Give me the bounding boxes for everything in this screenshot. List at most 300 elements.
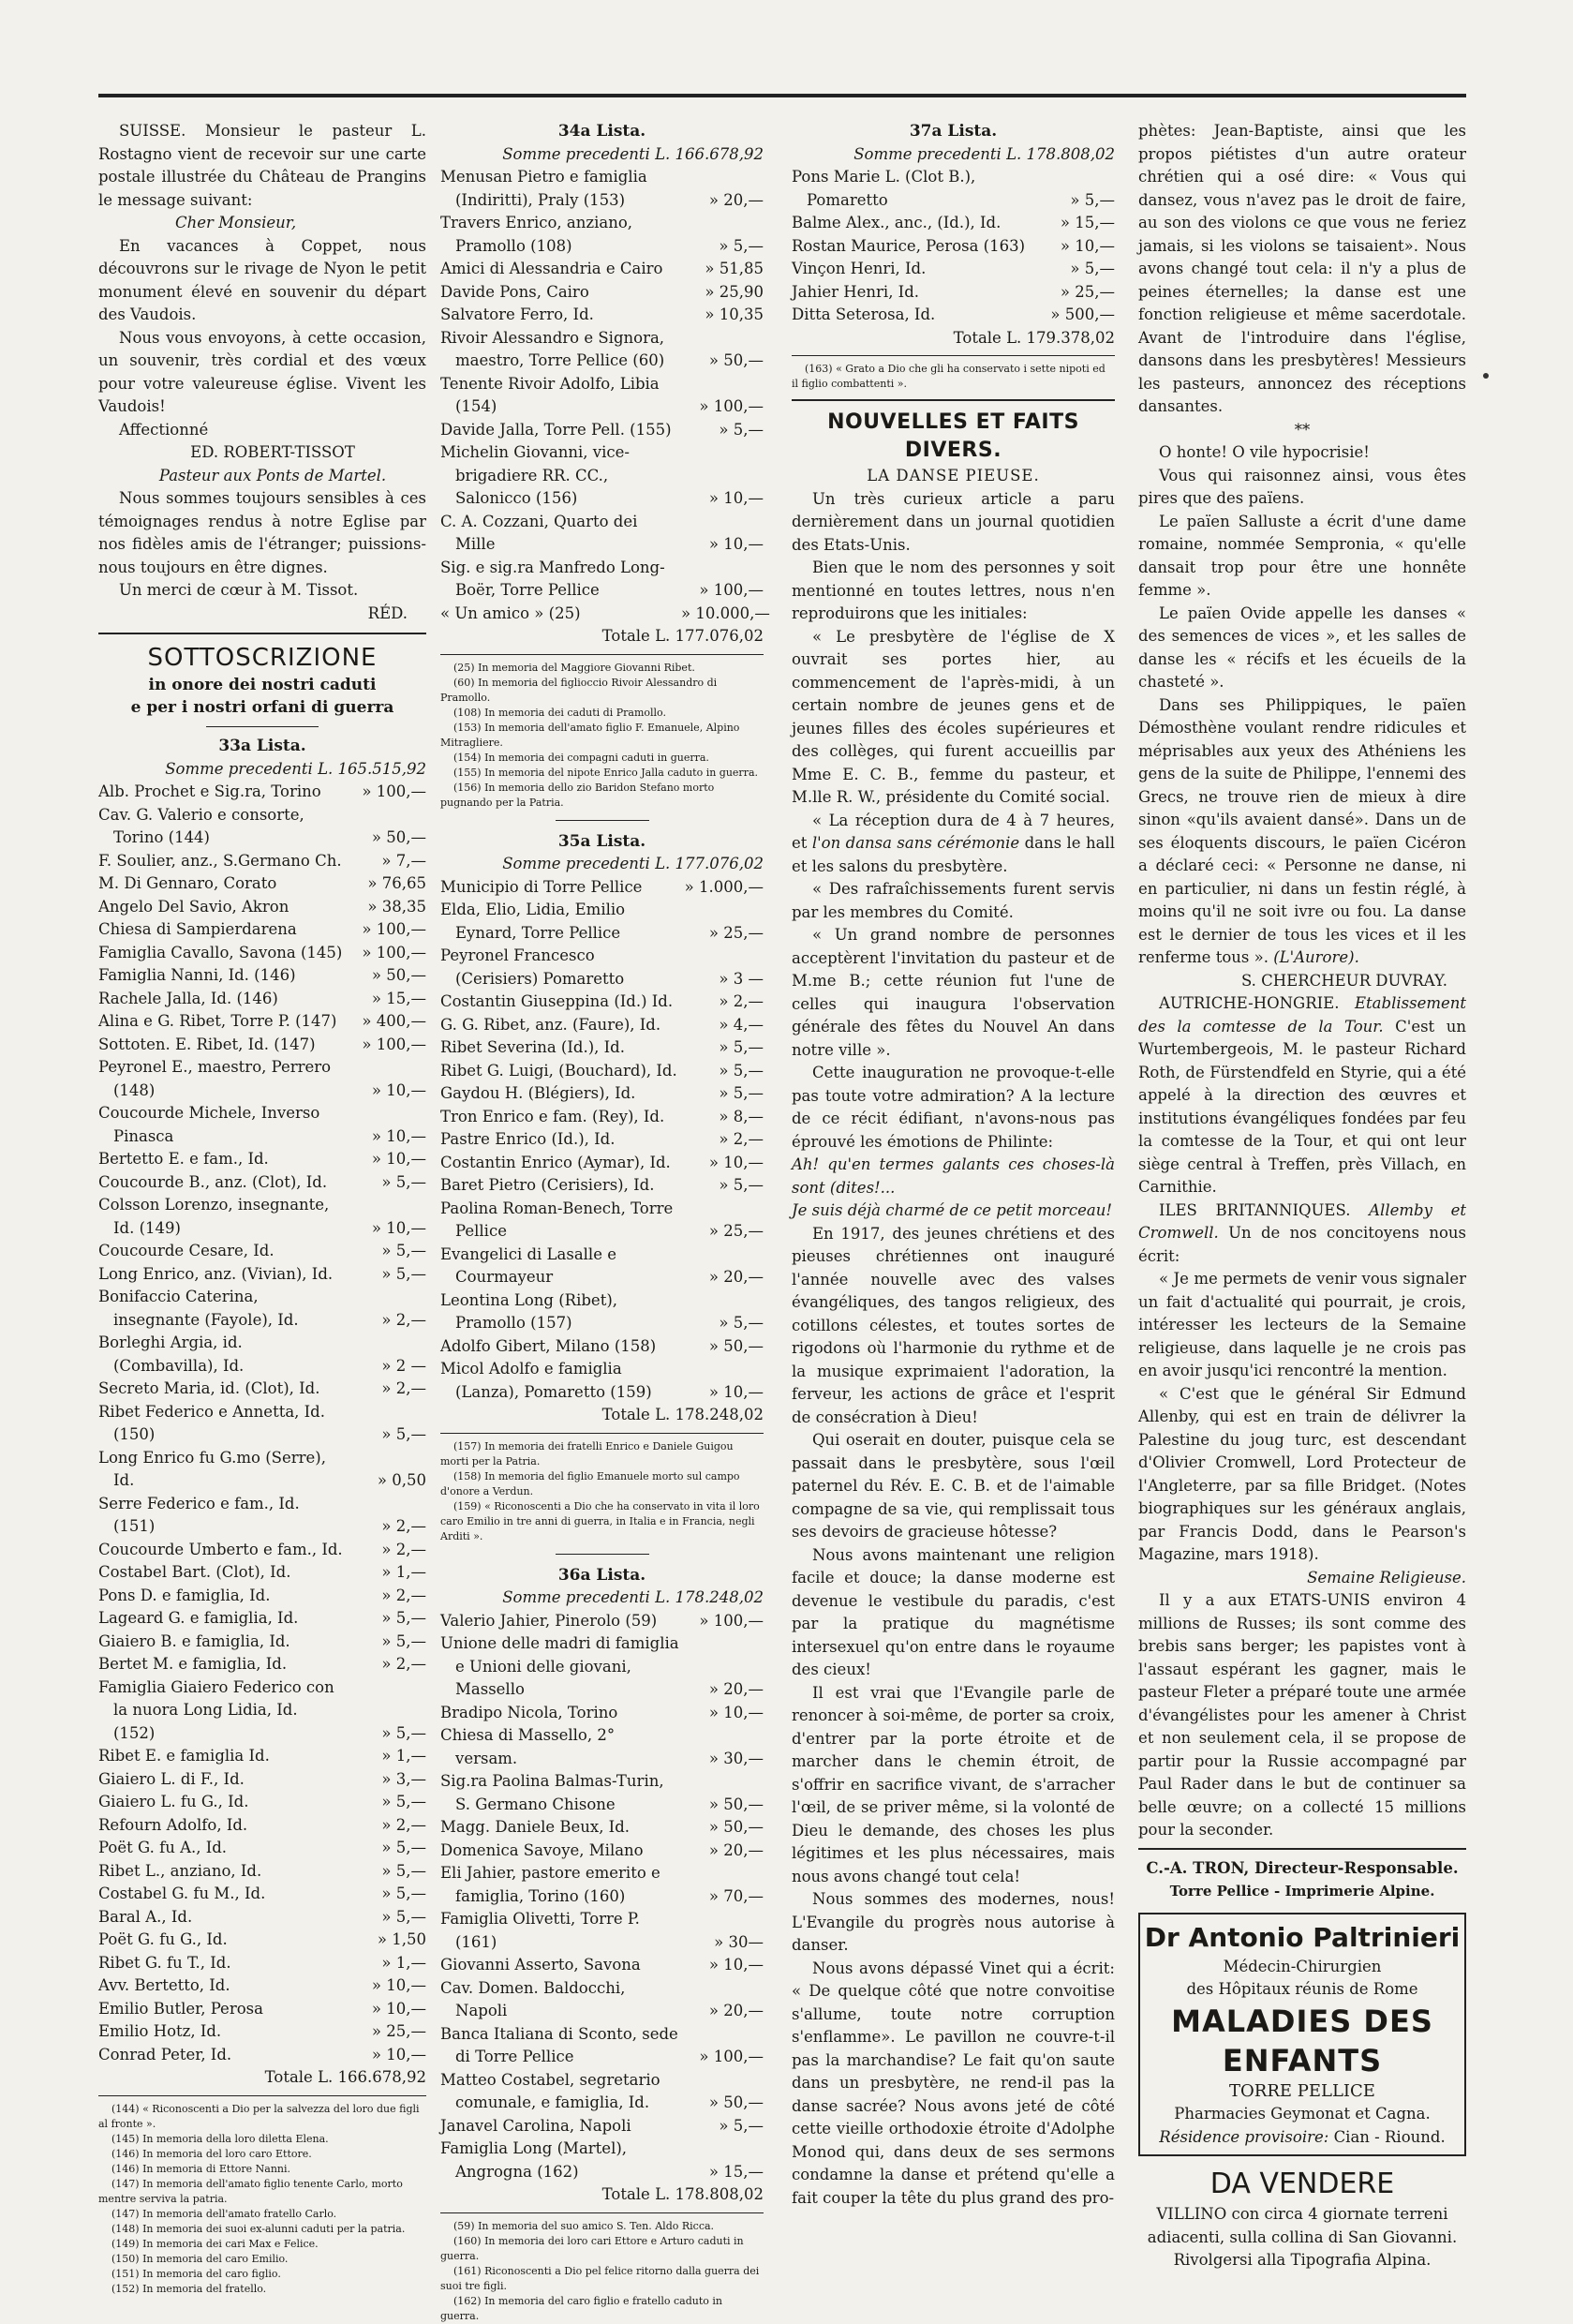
donation-amount: » 25,— xyxy=(708,1222,764,1240)
list-item xyxy=(792,235,1115,259)
footnote: (147) In memoria dell'amato figlio tenente Carlo, morto mentre serviva la patria. xyxy=(98,2177,403,2205)
donor-name: Giaiero B. e famiglia, Id. xyxy=(98,1631,290,1650)
stars-separator: ** xyxy=(1294,420,1311,439)
list-item xyxy=(98,1263,426,1287)
nouvelles-p12: Nous sommes des modernes, nous! L'Evangile du progrès nous autorise à danser. xyxy=(792,1890,1115,1954)
list-item xyxy=(440,899,764,945)
col4-p2: O honte! O vile hypocrisie! xyxy=(1159,443,1370,461)
donor-name: Sig.ra Paolina Balmas-Turin, S. Germano Chisone xyxy=(440,1772,664,1813)
donor-name: Ribet G. Luigi, (Bouchard), Id. xyxy=(440,1061,677,1080)
donation-amount: » 20,— xyxy=(708,1268,764,1286)
list-item xyxy=(440,1724,764,1770)
donation-amount: » 100,— xyxy=(699,397,764,415)
footnote: (145) In memoria della loro diletta Elena. xyxy=(111,2132,329,2145)
suisse-lead: SUISSE. xyxy=(119,122,186,140)
notes-rule xyxy=(440,2212,764,2213)
footnote: (108) In memoria dei caduti di Pramollo. xyxy=(453,706,666,719)
donor-name: Giaiero L. fu G., Id. xyxy=(98,1793,249,1810)
list-item xyxy=(98,1034,426,1057)
donor-name: Gaydou H. (Blégiers), Id. xyxy=(440,1084,636,1102)
donation-amount: » 15,— xyxy=(371,989,426,1007)
donor-name: Valerio Jahier, Pinerolo (59) xyxy=(440,1611,658,1630)
donation-amount: » 5,— xyxy=(381,1172,426,1191)
donation-amount: » 8,— xyxy=(719,1107,764,1125)
footnote: (25) In memoria del Maggiore Giovanni Ribet. xyxy=(453,661,695,674)
footnote: (152) In memoria del fratello. xyxy=(111,2282,267,2295)
donation-amount: » 50,— xyxy=(708,1336,764,1355)
donor-name: Elda, Elio, Lidia, Emilio Eynard, Torre Pellice xyxy=(440,901,626,942)
nouvelles-subtitle: LA DANSE PIEUSE. xyxy=(867,467,1040,484)
list-item xyxy=(792,258,1115,281)
list-item xyxy=(440,304,764,327)
donor-name: Chiesa di Massello, 2° versam. xyxy=(440,1726,616,1767)
donation-amount: » 400,— xyxy=(362,1012,426,1030)
list-item xyxy=(98,988,426,1011)
donor-name: Alb. Prochet e Sig.ra, Torino xyxy=(98,782,321,800)
donation-amount: » 20,— xyxy=(708,2002,764,2019)
donor-name: Costabel Bart. (Clot), Id. xyxy=(98,1563,291,1581)
notes-rule xyxy=(440,1433,764,1434)
list-item xyxy=(98,1837,426,1860)
donor-name: Bonifaccio Caterina, insegnante (Fayole), Id. xyxy=(98,1288,299,1329)
list-item xyxy=(98,1447,426,1493)
donation-amount: » 5,— xyxy=(381,1907,426,1926)
list-item xyxy=(98,1148,426,1171)
donation-amount: » 4,— xyxy=(719,1015,764,1034)
footnote: (154) In memoria dei compagni caduti in guerra. xyxy=(453,751,709,764)
list-item xyxy=(440,1014,764,1037)
donation-amount: » 1.000,— xyxy=(684,877,764,896)
footnote: (59) In memoria del suo amico S. Ten. Aldo Ricca. xyxy=(453,2219,715,2232)
list-item xyxy=(440,1335,764,1359)
list-item xyxy=(440,2069,764,2115)
suisse-red: RÉD. xyxy=(367,603,408,622)
footnote: (158) In memoria del figlio Emanuele morto sul campo d'onore a Verdun. xyxy=(440,1469,740,1497)
list-item xyxy=(440,1244,764,1289)
list-item xyxy=(98,1745,426,1768)
iles-italic: Allemby et Cromwell. xyxy=(1138,1200,1466,1242)
col4-signature: S. CHERCHEUR DUVRAY. xyxy=(1240,971,1447,990)
col4-p5: Le païen Ovide appelle les danses « des semences de vices », et les salles de danse les « récifs et les écueils de la chasteté ». xyxy=(1138,603,1466,691)
donor-name: Banca Italiana di Sconto, sede di Torre Pellice xyxy=(440,2024,678,2065)
list-item xyxy=(98,1676,426,1746)
donation-amount: » 2,— xyxy=(719,1130,764,1148)
lista-33-rows xyxy=(98,781,426,2066)
donation-amount: » 25,— xyxy=(708,923,764,942)
list-item xyxy=(440,1060,764,1083)
donation-amount: » 10,— xyxy=(371,1999,426,2018)
list-item xyxy=(440,1770,764,1816)
donation-amount: » 2 — xyxy=(381,1356,426,1375)
donation-amount: » 5,— xyxy=(1070,260,1115,277)
list-item xyxy=(440,557,764,603)
list-item xyxy=(98,1561,426,1585)
donor-name: Bertetto E. e fam., Id. xyxy=(98,1150,269,1168)
donation-amount: » 30,— xyxy=(708,1749,764,1767)
list-item xyxy=(440,373,764,419)
lista-33-total: Totale L. 166.678,92 xyxy=(264,2068,426,2086)
donor-name: Famiglia Olivetti, Torre P. (161) xyxy=(440,1910,640,1951)
list-item xyxy=(98,896,426,919)
short-rule xyxy=(206,726,319,727)
list-item xyxy=(440,1082,764,1106)
list-item xyxy=(98,2044,426,2067)
nouvelles-title: NOUVELLES ET FAITS DIVERS. xyxy=(827,410,1079,462)
nouvelles-p9: Qui oserait en douter, puisque cela se passait dans le presbytère, sous l'œil paternel du Rév. E. C. B. et de l'aimable compagne de sa vie, qui remplissait tous ses devoirs de gracieuse hôtesse? xyxy=(792,1431,1115,1541)
donation-amount: » 10,— xyxy=(708,1153,764,1171)
list-item xyxy=(440,1908,764,1954)
nouvelles-p6: « Un grand nombre de personnes acceptèrent l'invitation du pasteur et de M.me B.; cette réunion fut l'une de celles qui inaugura l'observation générale des fêtes du Nouvel An dans notre ville ». xyxy=(792,926,1115,1059)
col4-p4: Le païen Salluste a écrit d'une dame romaine, nommée Sempronia, « qu'elle dansait trop pour être une honnête femme ». xyxy=(1138,512,1466,599)
list-item xyxy=(98,1974,426,1998)
donation-amount: » 5,— xyxy=(719,1061,764,1080)
donor-name: Coucourde Michele, Inverso Pinasca xyxy=(98,1104,320,1145)
list-item xyxy=(440,1198,764,1244)
donor-name: Coucourde Cesare, Id. xyxy=(98,1242,275,1259)
donation-amount: » 15,— xyxy=(1060,214,1115,231)
list-item xyxy=(98,1585,426,1608)
list-item xyxy=(440,1840,764,1863)
donation-amount: » 2,— xyxy=(381,1379,426,1397)
donor-name: Peyronel E., maestro, Perrero (148) xyxy=(98,1058,332,1099)
list-item xyxy=(98,1240,426,1263)
donor-name: Rachele Jalla, Id. (146) xyxy=(98,989,278,1007)
donation-amount: » 10,— xyxy=(708,1956,764,1974)
nouvelles-p5: « Des rafraîchissements furent servis par les membres du Comité. xyxy=(792,880,1115,921)
donation-amount: » 5,— xyxy=(381,1723,426,1742)
donor-name: Tron Enrico e fam. (Rey), Id. xyxy=(440,1107,665,1125)
lista-35-rows xyxy=(440,876,764,1405)
donor-name: Angelo Del Savio, Akron xyxy=(98,897,289,916)
donor-name: Davide Pons, Cairo xyxy=(440,282,589,301)
list-item xyxy=(98,1860,426,1884)
donor-name: Domenica Savoye, Milano xyxy=(440,1840,644,1859)
donor-name: Ribet E. e famiglia Id. xyxy=(98,1747,270,1765)
list-item xyxy=(440,1862,764,1908)
nouvelles-p11: Il est vrai que l'Evangile parle de renoncer à soi-même, de porter sa croix, d'entrer par la porte étroite et de marcher dans le chemin étroit, de s'offrir en sacrifice vivant, de s'arracher l'œil, de se priver même, si la volonté de Dieu le demande, des choses les plus légitimes et les plus nécessaires, mais nous avons changé tout cela! xyxy=(792,1683,1115,1885)
donor-name: F. Soulier, anz., S.Germano Ch. xyxy=(98,851,342,870)
col4-p7: « Je me permets de venir vous signaler un fait d'actualité qui pourrait, je crois, intéresser les lecteurs de la Semaine religieuse, dans laquelle je ne crois pas en avoir jusqu'ici rencontré la mention. xyxy=(1138,1270,1466,1379)
iles-paragraph xyxy=(1138,1199,1466,1269)
donor-name: Chiesa di Sampierdarena xyxy=(98,920,297,938)
donor-name: Baral A., Id. xyxy=(98,1907,193,1926)
list-item xyxy=(440,945,764,991)
suisse-signature: ED. ROBERT-TISSOT xyxy=(190,443,355,461)
lista-37-rows xyxy=(792,166,1115,327)
list-item xyxy=(440,2023,764,2069)
ad-da-vendere xyxy=(1138,2166,1466,2272)
list-item xyxy=(440,2115,764,2138)
donor-name: Secreto Maria, id. (Clot), Id. xyxy=(98,1379,320,1397)
ad-doctor-town: TORRE PELLICE xyxy=(1229,2080,1375,2101)
ad-paltrinieri xyxy=(1138,1913,1466,2157)
list-item xyxy=(440,1106,764,1129)
imprint-printer: Torre Pellice - Imprimerie Alpine. xyxy=(1169,1883,1435,1899)
donor-name: Rivoir Alessandro e Signora, maestro, Torre Pellice (60) xyxy=(440,328,665,369)
donation-amount: » 5,— xyxy=(381,1242,426,1259)
donation-amount: » 5,— xyxy=(719,1084,764,1102)
suisse-closing: Affectionné xyxy=(119,420,209,439)
list-item xyxy=(98,1539,426,1562)
donation-amount: » 10,— xyxy=(708,1703,764,1721)
donation-amount: » 10,— xyxy=(708,489,764,507)
nouvelles-p7: Cette inauguration ne provoque-t-elle pas toute votre admiration? A la lecture de ce récit édifiant, n'avons-nous pas éprouvé les émotions de Philinte: xyxy=(792,1064,1115,1151)
donor-name: Peyronel Francesco (Cerisiers) Pomaretto xyxy=(440,946,625,988)
ad-doctor-specialty: MALADIES DES ENFANTS xyxy=(1171,2003,1433,2078)
column-4 xyxy=(1138,120,1466,2269)
donor-name: Matteo Costabel, segretario comunale, e famiglia, Id. xyxy=(440,2070,660,2111)
ad-doctor-residence-label: Résidence provisoire: xyxy=(1159,2127,1329,2146)
footnote: (156) In memoria dello zio Baridon Stefano morto pugnando per la Patria. xyxy=(440,781,715,809)
donation-amount: » 5,— xyxy=(381,1609,426,1627)
ad-sale-title: DA VENDERE xyxy=(1209,2168,1395,2200)
list-item xyxy=(98,1929,426,1952)
lista-35-total: Totale L. 178.248,02 xyxy=(601,1406,764,1423)
donation-amount: » 10,— xyxy=(371,2045,426,2063)
list-item xyxy=(98,1171,426,1195)
imprint-director: C.-A. TRON, Directeur-Responsable. xyxy=(1146,1858,1459,1877)
footnote: (146) In memoria del loro caro Ettore. xyxy=(111,2147,312,2160)
list-item xyxy=(98,1814,426,1838)
donor-name: Rostan Maurice, Perosa (163) xyxy=(792,236,1026,255)
list-item xyxy=(440,1702,764,1725)
donation-amount: » 5,— xyxy=(719,236,764,255)
list-item xyxy=(98,1401,426,1447)
donor-name: « Un amico » (25) xyxy=(440,603,581,622)
donor-name: Salvatore Ferro, Id. xyxy=(440,305,594,323)
donor-name: Colsson Lorenzo, insegnante, Id. (149) xyxy=(98,1196,330,1237)
lista-34-rows xyxy=(440,166,770,625)
ad-doctor-line-2: des Hôpitaux réunis de Rome xyxy=(1186,1980,1418,1998)
suisse-p2: Nous vous envoyons, à cette occasion, un souvenir, très cordial et des vœux pour votre valeureuse église. Vivent les Vaudois! xyxy=(98,328,426,415)
list-item xyxy=(440,258,764,281)
donation-amount: » 100,— xyxy=(362,943,426,961)
donor-name: Lageard G. e famiglia, Id. xyxy=(98,1609,299,1627)
donor-name: Conrad Peter, Id. xyxy=(98,2045,232,2063)
donor-name: Emilio Hotz, Id. xyxy=(98,2022,222,2040)
footnote: (60) In memoria del figlioccio Rivoir Alessandro di Pramollo. xyxy=(440,676,718,704)
donation-amount: » 10,— xyxy=(708,535,764,553)
list-item xyxy=(98,1952,426,1975)
nouvelles-quote-1: Ah! qu'en termes galants ces choses-là sont (dites!... xyxy=(792,1155,1115,1197)
nouvelles-p8: En 1917, des jeunes chrétiens et des pieuses chrétiennes ont inauguré l'année nouvelle avec des valses évangéliques, des tangos religieux, des cotillons célestes, et toutes sortes de rigodons où l'harmonie du rythme et de la musique exprimaient l'adoration, la ferveur, les actions de grâce et l'esprit de consécration à Dieu! xyxy=(792,1224,1115,1426)
lista-34-notes xyxy=(440,661,764,811)
autriche-paragraph xyxy=(1138,992,1466,1199)
donation-amount: » 0,50 xyxy=(377,1471,426,1489)
list-item xyxy=(440,1977,764,2023)
donation-amount: » 5,— xyxy=(381,1631,426,1650)
lista-36-notes xyxy=(440,2219,764,2324)
suisse-p4: Un merci de cœur à M. Tissot. xyxy=(119,581,359,599)
donor-name: Coucourde B., anz. (Clot), Id. xyxy=(98,1172,328,1191)
footnote: (157) In memoria dei fratelli Enrico e Daniele Guigou morti per la Patria. xyxy=(440,1439,734,1467)
donation-amount: » 51,85 xyxy=(705,260,764,277)
lista-33-title: 33a Lista. xyxy=(218,737,306,755)
donor-name: Menusan Pietro e famiglia (Indiritti), Praly (153) xyxy=(440,168,647,209)
donor-name: Costantin Enrico (Aymar), Id. xyxy=(440,1153,671,1171)
list-item xyxy=(98,1493,426,1539)
donation-amount: » 10,— xyxy=(708,1382,764,1401)
donor-name: Baret Pietro (Cerisiers), Id. xyxy=(440,1176,655,1194)
donor-name: Sig. e sig.ra Manfredo Long-Boër, Torre Pellice xyxy=(440,558,665,599)
ad-doctor-line-1: Médecin-Chirurgien xyxy=(1223,1957,1382,1975)
donor-name: Ribet G. fu T., Id. xyxy=(98,1953,231,1972)
list-item xyxy=(440,1036,764,1060)
donation-amount: » 50,— xyxy=(371,828,426,846)
lista-36-prev: Somme precedenti L. 178.248,02 xyxy=(502,1588,764,1606)
donation-amount: » 100,— xyxy=(699,1611,764,1630)
list-item xyxy=(98,1286,426,1332)
list-item xyxy=(98,872,426,896)
margin-mark xyxy=(1483,373,1489,379)
suisse-p3: Nous sommes toujours sensibles à ces témoignages rendus à notre Eglise par nos fidèles amis de l'étranger; puissions-nous toujours en être dignes. xyxy=(98,489,426,576)
donor-name: Jahier Henri, Id. xyxy=(792,282,920,301)
list-item xyxy=(98,1791,426,1814)
donation-amount: » 38,35 xyxy=(367,897,426,916)
donor-name: Serre Federico e fam., Id. (151) xyxy=(98,1494,300,1535)
donation-amount: » 100,— xyxy=(699,2048,764,2065)
donation-amount: » 5,— xyxy=(381,1839,426,1856)
short-rule xyxy=(556,1554,649,1555)
donor-name: Borleghi Argia, id. (Combavilla), Id. xyxy=(98,1333,245,1375)
list-item xyxy=(440,1128,764,1152)
iles-rest: Un de nos concitoyens nous écrit: xyxy=(1138,1224,1466,1265)
list-item xyxy=(440,2138,764,2183)
donation-amount: » 5,— xyxy=(1070,190,1115,209)
section-rule xyxy=(98,633,426,634)
donor-name: Unione delle madri di famiglia e Unioni delle giovani, Massello xyxy=(440,1634,679,1698)
list-item xyxy=(98,1883,426,1906)
donor-name: Tenente Rivoir Adolfo, Libia (154) xyxy=(440,374,660,415)
donation-amount: » 3,— xyxy=(381,1769,426,1788)
list-item xyxy=(440,1610,764,1633)
donor-name: Evangelici di Lasalle e Courmayeur xyxy=(440,1244,616,1286)
donor-name: Davide Jalla, Torre Pell. (155) xyxy=(440,420,672,439)
list-item xyxy=(440,1632,764,1702)
donor-name: Ribet L., anziano, Id. xyxy=(98,1861,262,1880)
list-item xyxy=(440,991,764,1014)
donor-name: C. A. Cozzani, Quarto dei Mille xyxy=(440,512,638,553)
suisse-salutation: Cher Monsieur, xyxy=(175,214,297,231)
donor-name: Ditta Seterosa, Id. xyxy=(792,305,936,323)
donor-name: Bradipo Nicola, Torino xyxy=(440,1703,618,1721)
donation-amount: » 50,— xyxy=(708,351,764,369)
donation-amount: » 5,— xyxy=(381,1793,426,1810)
donation-amount: » 2,— xyxy=(381,1517,426,1535)
donation-amount: » 5,— xyxy=(381,1264,426,1283)
list-item xyxy=(98,1010,426,1034)
donation-amount: » 2,— xyxy=(381,1815,426,1834)
list-item xyxy=(440,511,764,557)
col4-p6-source: (L'Aurore). xyxy=(1273,948,1359,966)
suisse-signature-title: Pasteur aux Ponts de Martel. xyxy=(158,466,387,484)
top-rule xyxy=(98,94,1466,97)
list-item xyxy=(440,1816,764,1840)
donor-name: Cav. G. Valerio e consorte, Torino (144) xyxy=(98,805,304,846)
donation-amount: » 10,— xyxy=(371,1218,426,1237)
list-item xyxy=(98,2020,426,2044)
donation-amount: » 10,— xyxy=(371,1080,426,1099)
donation-amount: » 1,— xyxy=(381,1747,426,1765)
short-rule xyxy=(556,820,649,821)
donation-amount: » 10,— xyxy=(371,1976,426,1994)
donation-amount: » 30— xyxy=(714,1932,764,1951)
list-item xyxy=(98,1607,426,1631)
list-item xyxy=(98,1653,426,1676)
donation-amount: » 50,— xyxy=(708,2093,764,2111)
list-item xyxy=(98,942,426,965)
lista-35-notes xyxy=(440,1439,764,1544)
donation-amount: » 76,65 xyxy=(367,874,426,892)
donation-amount: » 10,— xyxy=(371,1150,426,1168)
donation-amount: » 3 — xyxy=(719,969,764,988)
donation-amount: » 5,— xyxy=(719,1176,764,1194)
nouvelles-quote-2: Je suis déjà charmé de ce petit morceau! xyxy=(792,1201,1112,1219)
list-item xyxy=(98,781,426,804)
donor-name: Cav. Domen. Baldocchi, Napoli xyxy=(440,1978,626,2019)
ad-sale-text: VILLINO con circa 4 giornate terreni adiacenti, sulla collina di San Giovanni. Rivolgersi alla Tipografia Alpina. xyxy=(1147,2205,1458,2269)
donor-name: Amici di Alessandria e Cairo xyxy=(440,260,663,277)
footnote: (159) « Riconoscenti a Dio che ha conservato in vita il loro caro Emilio in tre anni di guerra, in Italia e in Francia, negli Arditi ». xyxy=(440,1499,760,1542)
nouvelles-p3: « Le presbytère de l'église de X ouvrait ses portes hier, au commencement de l'après-midi, à un certain nombre de jeunes gens et de jeunes filles des écoles supérieures et des collèges, qui furent accueillis par Mme E. C. B., femme du pasteur, et M.lle R. W., présidente du Comité social. xyxy=(792,627,1115,806)
donor-name: Costabel G. fu M., Id. xyxy=(98,1885,266,1902)
donor-name: Paolina Roman-Benech, Torre Pellice xyxy=(440,1199,674,1240)
suisse-intro: Monsieur le pasteur L. Rostagno vient de recevoir sur une carte postale illustrée du Château de Prangins le message suivant: xyxy=(98,122,427,209)
donor-name: Pons D. e famiglia, Id. xyxy=(98,1586,271,1604)
donor-name: Eli Jahier, pastore emerito e famiglia, Torino (160) xyxy=(440,1864,660,1905)
donation-amount: » 20,— xyxy=(708,1840,764,1859)
list-item xyxy=(98,918,426,942)
donation-amount: » 50,— xyxy=(371,966,426,984)
donation-amount: » 10,35 xyxy=(705,305,764,323)
section-rule xyxy=(792,399,1115,401)
donation-amount: » 2,— xyxy=(381,1310,426,1329)
donation-amount: » 5,— xyxy=(719,420,764,439)
list-item xyxy=(440,1174,764,1198)
col4-p8: « C'est que le général Sir Edmund Allenby, qui est en train de délivrer la Palestine du joug turc, est descendant d'Olivier Cromwell, Lord Protecteur de l'Angleterre, par sa fille Bridget. (Notes biographiques sur les généraux anglais, par Francis Dodd, dans le Pearson's Magazine, mars 1918). xyxy=(1138,1384,1466,1563)
donor-name: Leontina Long (Ribet), Pramollo (157) xyxy=(440,1290,618,1332)
donation-amount: » 100,— xyxy=(362,782,426,800)
donation-amount: » 5,— xyxy=(381,1885,426,1902)
donor-name: Famiglia Cavallo, Savona (145) xyxy=(98,943,343,961)
lista-33-prev: Somme precedenti L. 165.515,92 xyxy=(165,759,426,778)
lista-37-total: Totale L. 179.378,02 xyxy=(953,328,1115,347)
col4-p1: phètes: Jean-Baptiste, ainsi que les propos piétistes d'un autre orateur chrétien qui a osé dire: « Vous qui dansez, vous n'avez pas le droit de faire, au son des violons ce que vous ne feriez jamais, si les violons se taisaient». Nous avons changé tout cela: il n'y a plus de peines éternelles; la danse est une fonction religieuse et même sacerdotale. Avant de l'introduire dans l'église, dansons dans les presbytères! Messieurs les pasteurs, annoncez des réceptions dansantes. xyxy=(1138,122,1466,415)
donor-name: Giovanni Asserto, Savona xyxy=(440,1956,641,1974)
donor-name: Avv. Bertetto, Id. xyxy=(98,1976,230,1994)
donor-name: Refourn Adolfo, Id. xyxy=(98,1815,248,1834)
donation-amount: » 1,— xyxy=(381,1563,426,1581)
donation-amount: » 2,— xyxy=(719,992,764,1010)
nouvelles-p4-a: « La réception dura de 4 à 7 heures, et xyxy=(792,811,1115,852)
list-item xyxy=(98,1332,426,1378)
notes-rule xyxy=(98,2095,426,2096)
donation-amount: » 25,— xyxy=(1060,282,1115,301)
donor-name: Long Enrico, anz. (Vivian), Id. xyxy=(98,1264,334,1283)
donor-name: Pons Marie L. (Clot B.), Pomaretto xyxy=(792,168,976,209)
donation-amount: » 25,— xyxy=(371,2022,426,2040)
donation-amount: » 20,— xyxy=(708,190,764,209)
lista-37-title: 37a Lista. xyxy=(909,122,998,141)
donor-name: Adolfo Gibert, Milano (158) xyxy=(440,1336,657,1355)
list-item xyxy=(98,1378,426,1401)
list-item xyxy=(792,166,1115,212)
lista-35-title: 35a Lista. xyxy=(557,831,646,851)
footnote: (161) Riconoscenti a Dio pel felice ritorno dalla guerra dei suoi tre figli. xyxy=(440,2264,760,2292)
lista-34-title: 34a Lista. xyxy=(557,122,646,141)
donor-name: Costantin Giuseppina (Id.) Id. xyxy=(440,992,674,1010)
lista-36-rows xyxy=(440,1610,764,2184)
